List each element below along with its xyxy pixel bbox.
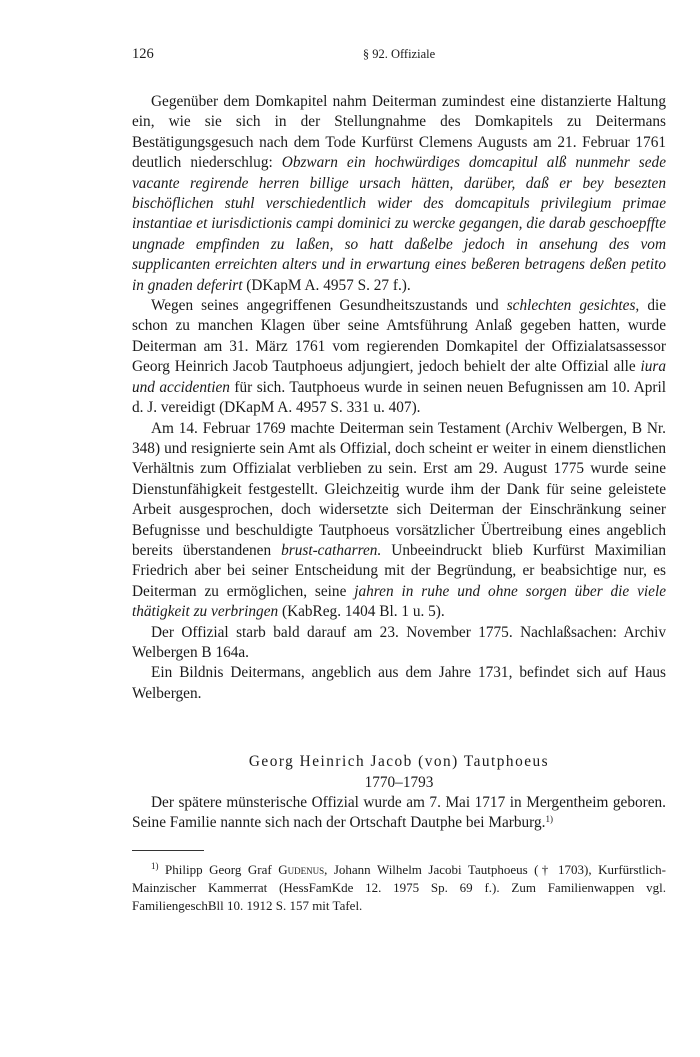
paragraph-tautphoeus-birth <box>132 793 666 834</box>
text-run: Wegen seines angegriffenen Gesundheitszustands und <box>151 297 507 315</box>
text-run: Philipp Georg Graf <box>158 861 279 877</box>
quoted-term: schlechten gesichtes, <box>506 297 640 315</box>
book-page <box>132 46 666 915</box>
paragraph-confirmation-request <box>132 92 666 296</box>
quoted-source-text: jahren in ruhe und ohne sorgen über die viele thätigkeit zu verbringen <box>132 582 666 621</box>
text-run: für sich. Tautphoeus wurde in seinen neuen Befugnissen am 10. April d. J. vereidigt (DKapM A. 4957 S. 331 u. 407). <box>132 378 666 417</box>
footnotes <box>132 861 666 915</box>
footnote-reference[interactable]: 1) <box>545 814 553 825</box>
text-run: Am 14. Februar 1769 machte Deiterman sein Testament (Archiv Welbergen, B Nr. 348) und resignierte sein Amt als Offizial, doch scheint er weiter in einem dienstlichen Verhältnis zum Offizialat verblieben zu sein. Erst am 29. August 1775 wurde seine Dienstunfähigkeit festgestellt. Gleichzeitig wurde ihm der Dank für seine geleistete Arbeit ausgesprochen, doch widersetzte sich Deiterman der Einschränkung seiner Befugnisse und beschuldigte Tautphoeus vorsätzlicher Übertreibung eines angeblich bereits überstandenen <box>132 419 666 559</box>
section-heading <box>132 752 666 793</box>
footnote-marker: 1) <box>151 860 159 871</box>
paragraph-portrait: Ein Bildnis Deitermans, angeblich aus dem Jahre 1731, befindet sich auf Haus Welbergen. <box>132 664 666 702</box>
text-run: Unbeeindruckt blieb Kurfürst Maximilian Friedrich aber bei seiner Entscheidung mit der Begründung, er beabsichtige nur, es Deiterman zu ermöglichen, seine <box>132 541 666 600</box>
source-citation: (DKapM A. 4957 S. 27 f.). <box>242 276 411 294</box>
page-number: 126 <box>132 46 154 62</box>
text-run: die schon zu manchen Klagen über seine Amtsführung Anlaß gegeben hatten, wurde Deiterman am 31. März 1761 vom regierenden Domkapitel der Offizialatsassessor Georg Heinrich Jacob Tautphoeus adjungiert, jedoch behielt der alte Offizial alle <box>132 297 667 376</box>
footnote-divider <box>132 850 204 851</box>
footnote-1 <box>132 861 666 915</box>
running-head <box>132 46 666 68</box>
section-person-name: Georg Heinrich Jacob (von) Tautphoeus <box>248 753 550 771</box>
paragraph-resignation <box>132 419 666 623</box>
main-text <box>132 92 666 834</box>
quoted-term: brust-catharren. <box>281 541 382 559</box>
paragraph-death: Der Offizial starb bald darauf am 23. November 1775. Nachlaßsachen: Archiv Welbergen B 164a. <box>132 623 666 661</box>
text-run: , Johann Wilhelm Jacobi Tautphoeus († 1703), Kurfürstlich-Mainzischer Kammerrat (HessFamKde 12. 1975 Sp. 69 f.). Zum Familienwappen vgl. FamiliengeschBll 10. 1912 S. 157 mit Tafel. <box>132 861 666 913</box>
quoted-term: iura und accidentien <box>132 358 666 396</box>
text-run: Gegenüber dem Domkapitel nahm Deiterman zumindest eine distanzierte Haltung ein, wie sie sich in der Stellungnahme des Domkapitels zu Deitermans Bestätigungsgesuch nach dem Tode Kurfürst Clemens Augusts am 21. Februar 1761 deutlich niederschlug: <box>132 93 666 172</box>
text-run: Der spätere münsterische Offizial wurde am 7. Mai 1717 in Mergentheim geboren. Seine Familie nannte sich nach der Ortschaft Dautphe bei Marburg. <box>132 794 666 832</box>
section-term-years: 1770–1793 <box>364 773 434 791</box>
quoted-source-text: Obzwarn ein hochwürdiges domcapitul alß nunmehr sede vacante regirende herren billige ursach hätten, darüber, daß er bey besezten bischöflichen stuhl verschiedentlich wider des domcapituls privilegium primae instantiae et iurisdictionis campi dominici zu wercke gegangen, die darab geschoepffte ungnade empfinden zu laßen, so hatt daßelbe jedoch in ansehung des vom supplicanten erreichten alters und in erwartung eines beßeren betragens deßen petito in gnaden deferirt <box>132 154 666 294</box>
running-title: § 92. Offiziale <box>362 47 436 61</box>
source-citation: (KabReg. 1404 Bl. 1 u. 5). <box>278 603 445 621</box>
paragraph-adjunct-appointment <box>132 296 666 418</box>
author-name: Gudenus <box>278 861 325 877</box>
